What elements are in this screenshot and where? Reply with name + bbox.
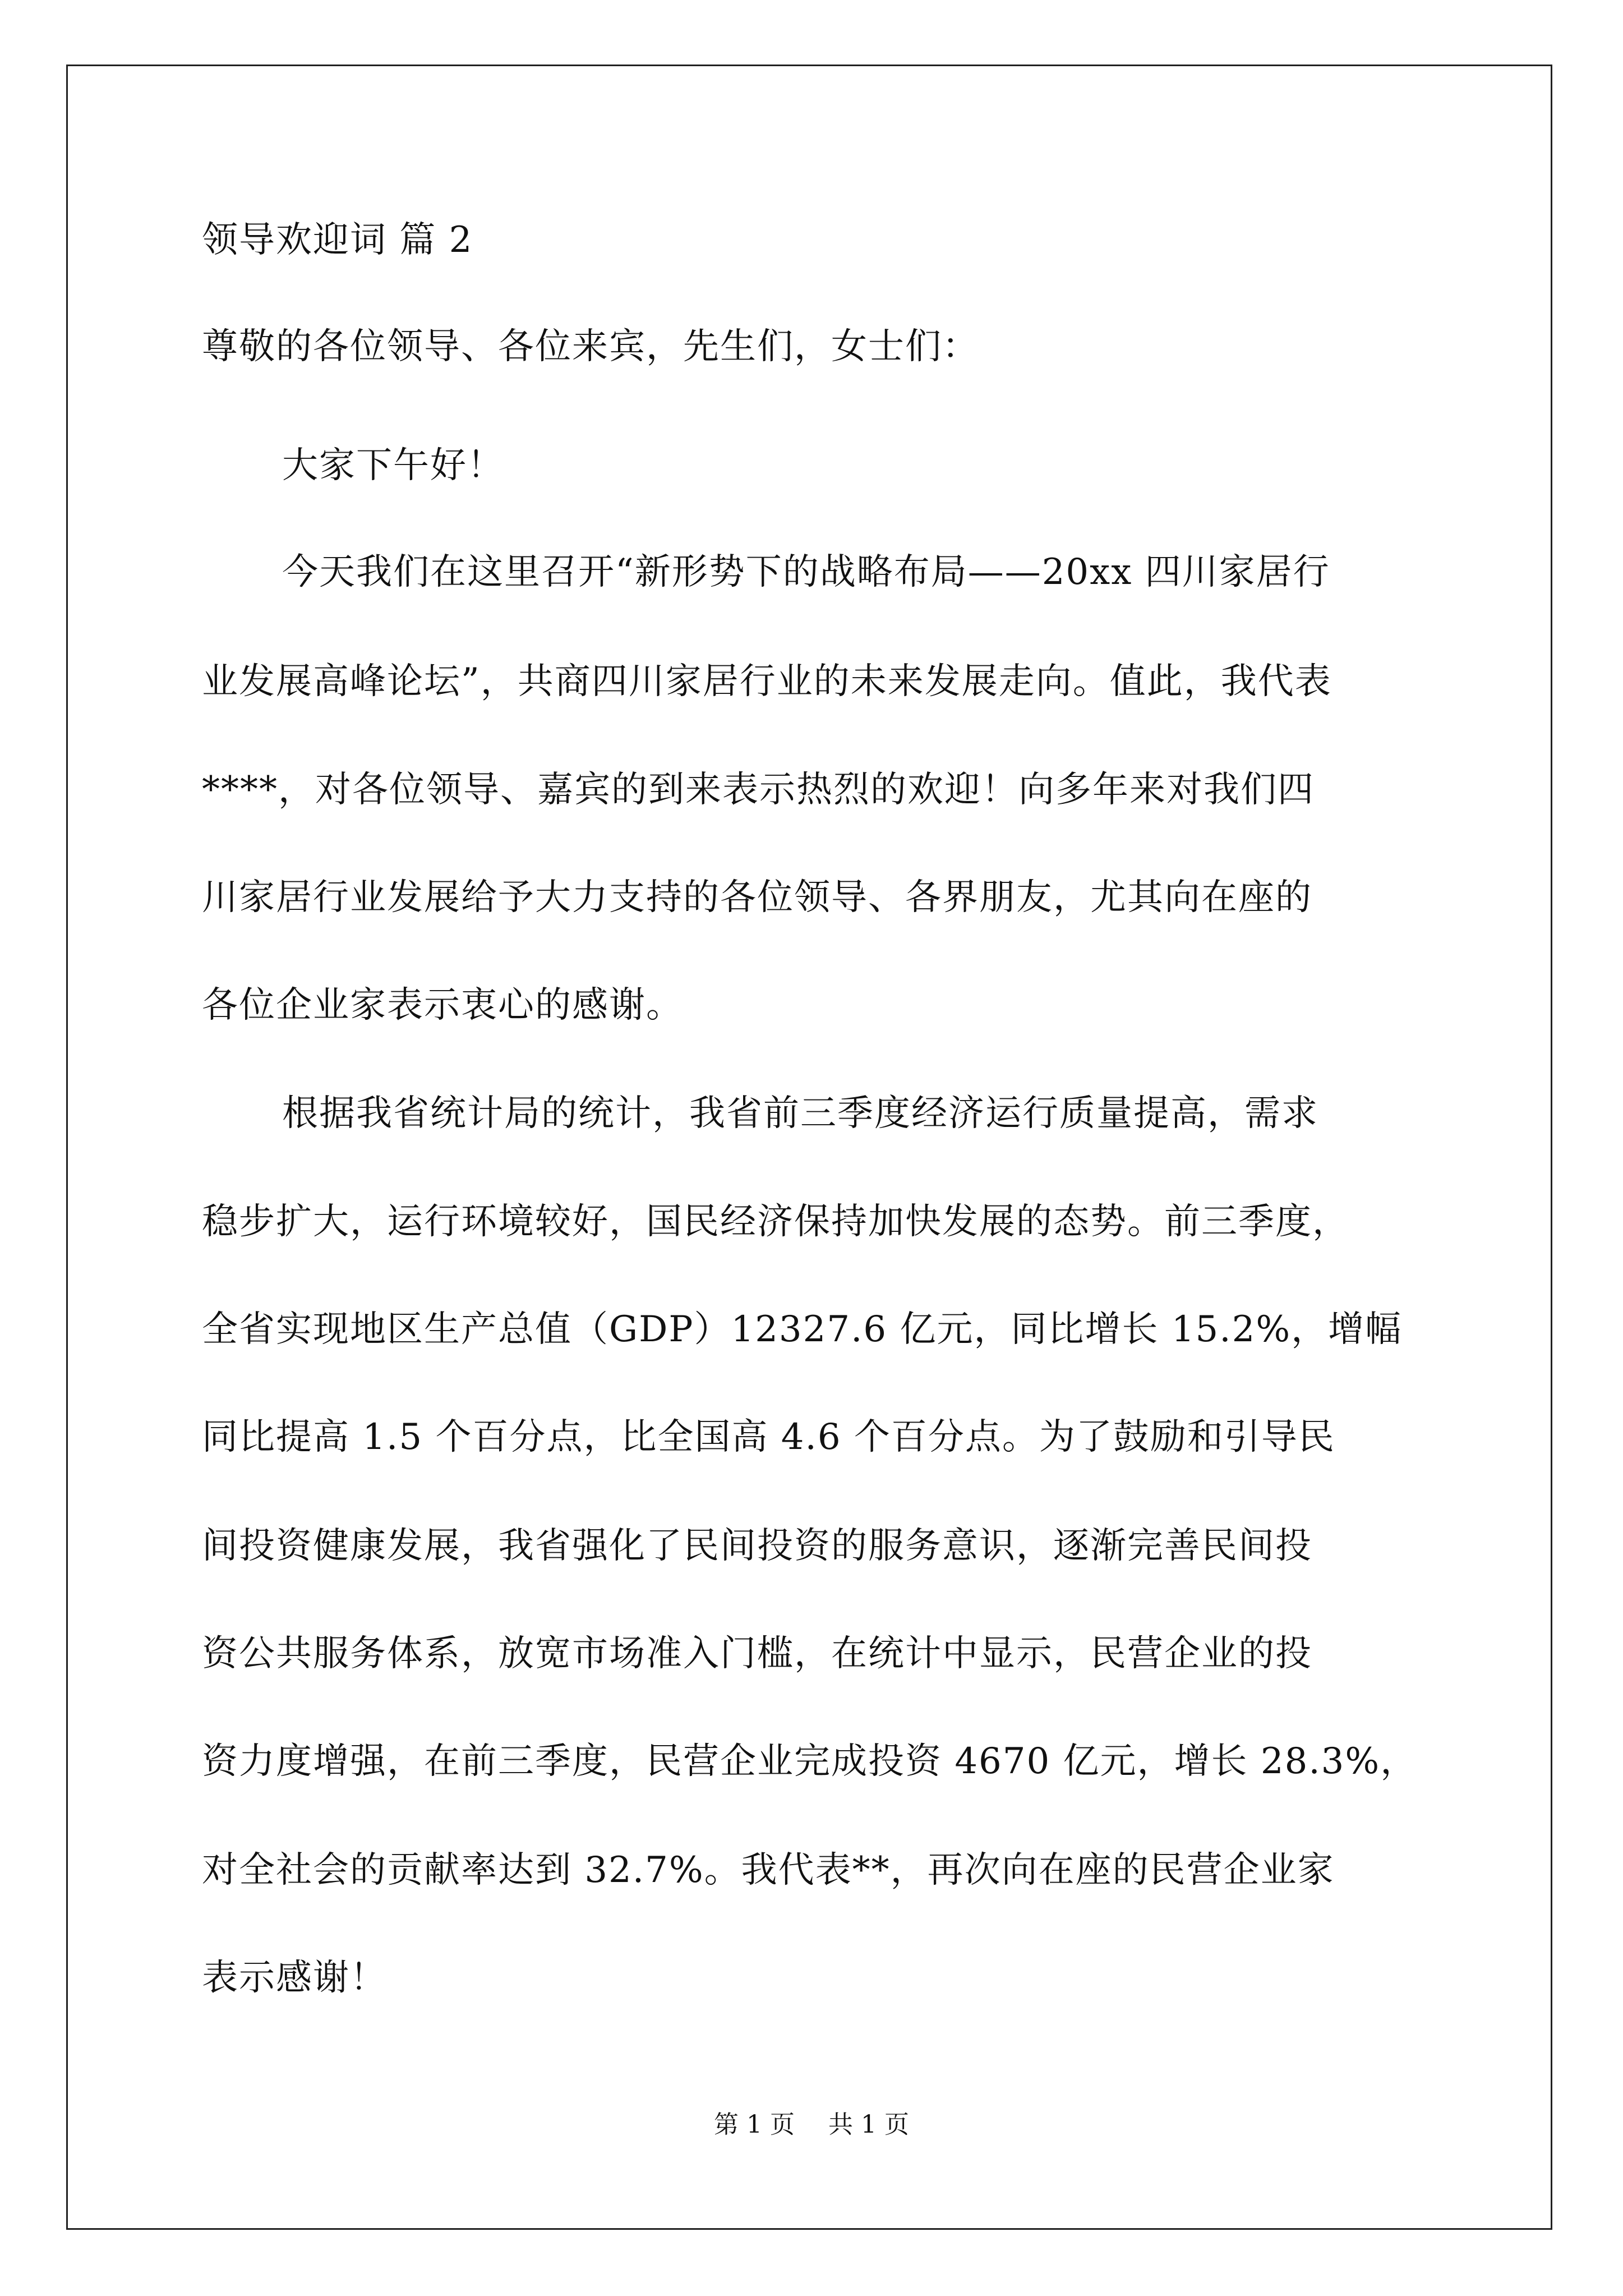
paragraph-2-line: 资力度增强，在前三季度，民营企业完成投资 4670 亿元，增长 28.3%， [202, 1741, 1418, 1782]
salutation: 尊敬的各位领导、各位来宾，先生们，女士们： [202, 326, 979, 367]
paragraph-1-line: ****，对各位领导、嘉宾的到来表示热烈的欢迎！向多年来对我们四 [202, 769, 1315, 811]
paragraph-1-line: 川家居行业发展给予大力支持的各位领导、各界朋友，尤其向在座的 [202, 877, 1312, 918]
page-total: 共 1 页 [828, 2110, 909, 2139]
paragraph-2-line: 根据我省统计局的统计，我省前三季度经济运行质量提高，需求 [282, 1093, 1318, 1134]
paragraph-1-line: 今天我们在这里召开“新形势下的战略布局——20xx 四川家居行 [282, 551, 1330, 593]
paragraph-2-line: 同比提高 1.5 个百分点，比全国高 4.6 个百分点。为了鼓励和引导民 [202, 1416, 1335, 1458]
page-footer [0, 2108, 1623, 2142]
paragraph-2-line: 表示感谢！ [202, 1957, 387, 1999]
paragraph-2-line: 全省实现地区生产总值（GDP）12327.6 亿元，同比增长 15.2%，增幅 [202, 1309, 1403, 1350]
page-border [66, 65, 1552, 2230]
paragraph-2-line: 间投资健康发展，我省强化了民间投资的服务意识，逐渐完善民间投 [202, 1525, 1312, 1567]
paragraph-2-line: 稳步扩大，运行环境较好，国民经济保持加快发展的态势。前三季度， [202, 1201, 1349, 1243]
paragraph-1-line: 各位企业家表示衷心的感谢。 [202, 984, 683, 1026]
paragraph-2-line: 资公共服务体系，放宽市场准入门槛，在统计中显示，民营企业的投 [202, 1633, 1312, 1674]
paragraph-2-line: 对全社会的贡献率达到 32.7%。我代表**，再次向在座的民营企业家 [202, 1849, 1335, 1891]
paragraph-1-line: 业发展高峰论坛”，共商四川家居行业的未来发展走向。值此，我代表 [202, 661, 1332, 702]
document-heading: 领导欢迎词 篇 2 [202, 219, 473, 261]
greeting: 大家下午好！ [282, 445, 504, 486]
page-number: 第 1 页 [714, 2110, 795, 2139]
